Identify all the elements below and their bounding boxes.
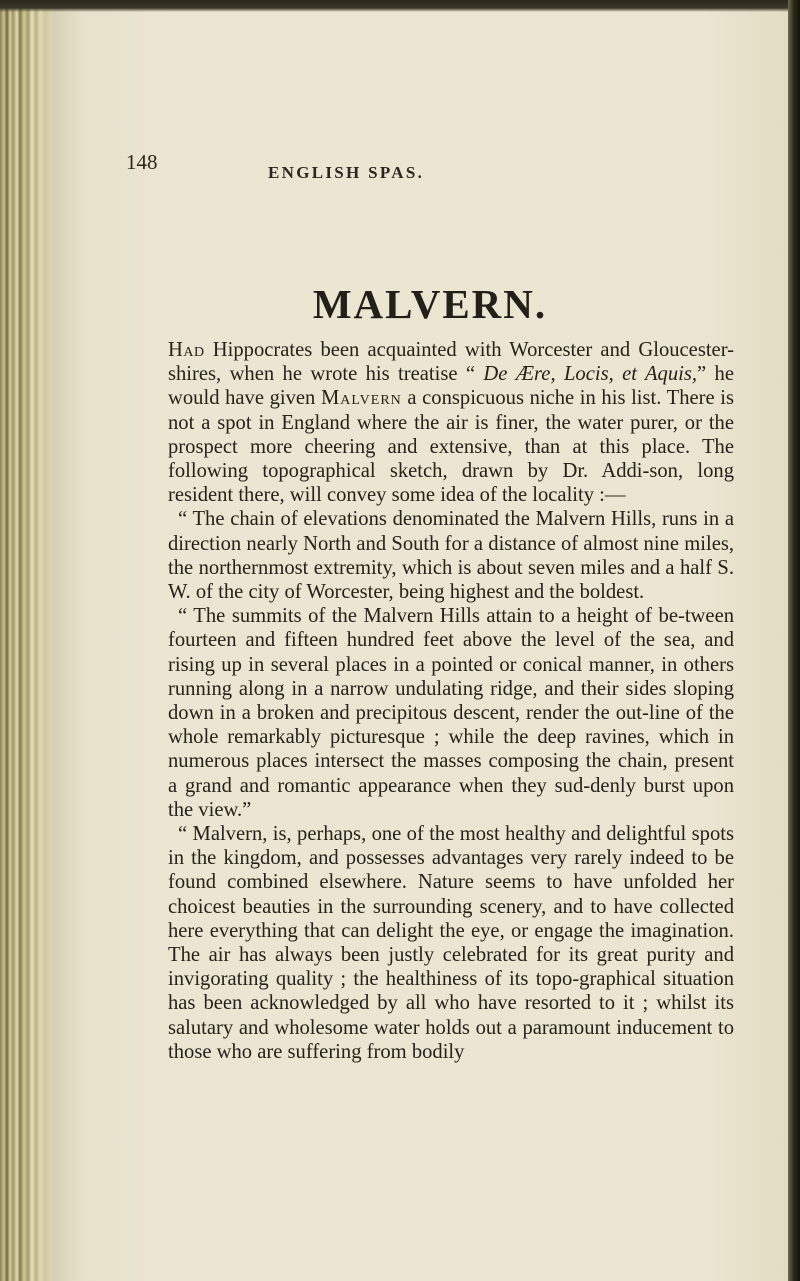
place-name-malvern: Malvern	[320, 387, 402, 410]
paragraph-1-part-a: Hippocrates been acquainted with Worcester and Gloucester-shires, when he wrote his treatise “	[168, 339, 734, 386]
book-gutter	[0, 0, 52, 1281]
page-right-edge	[788, 0, 800, 1281]
paragraph-1-part-c: a conspicuous niche in his list. There is not a spot in England where the air is finer, the water purer, or the prospect more cheering and extensive, than at this place. The following topographical sketch, drawn by Dr. Addi-son, long resident there, will convey some idea of the locality :—	[168, 387, 735, 507]
chapter-title: MALVERN.	[312, 281, 548, 327]
paragraph-4: “ Malvern, is, perhaps, one of the most healthy and delightful spots in the kingdom, and possesses advantages very rarely indeed to be found combined elsewhere. Nature seems to have unfolded her choicest beauties in the surrounding scenery, and to have collected here everything that can delight the eye, or engage the imagination. The air has always been justly celebrated for its great purity and invigorating quality ; the healthiness of its topo-graphical situation has been acknowledged by all who have resorted to it ; whilst its salutary and wholesome water holds out a paramount inducement to those who are suffering from bodily	[168, 823, 734, 1063]
paragraph-1-part-b: ” he would have given	[168, 363, 734, 410]
opening-word: Had	[168, 339, 205, 361]
paragraph-2: “ The chain of elevations denominated the Malvern Hills, runs in a direction nearly North and South for a distance of almost nine miles, the northernmost extremity, which is about seven miles and a half S. W. of the city of Worcester, being highest and the boldest.	[168, 508, 734, 604]
treatise-title: De Ære, Locis, et Aquis,	[483, 363, 698, 386]
page-top-edge	[0, 0, 800, 12]
body-text	[168, 338, 734, 1064]
paragraph-1	[168, 338, 734, 507]
page-number: 148	[126, 150, 158, 174]
running-head: ENGLISH SPAS.	[268, 163, 425, 182]
paragraph-3: “ The summits of the Malvern Hills attain to a height of be-tween fourteen and fifteen hundred feet above the level of the sea, and rising up in several places in a pointed or conical manner, in others running along in a narrow undulating ridge, and their sides sloping down in a broken and precipitous descent, render the out-line of the whole remarkably picturesque ; while the deep ravines, which in numerous places intersect the masses composing the chain, present a grand and romantic appearance when they sud-denly burst upon the view.”	[168, 605, 734, 821]
